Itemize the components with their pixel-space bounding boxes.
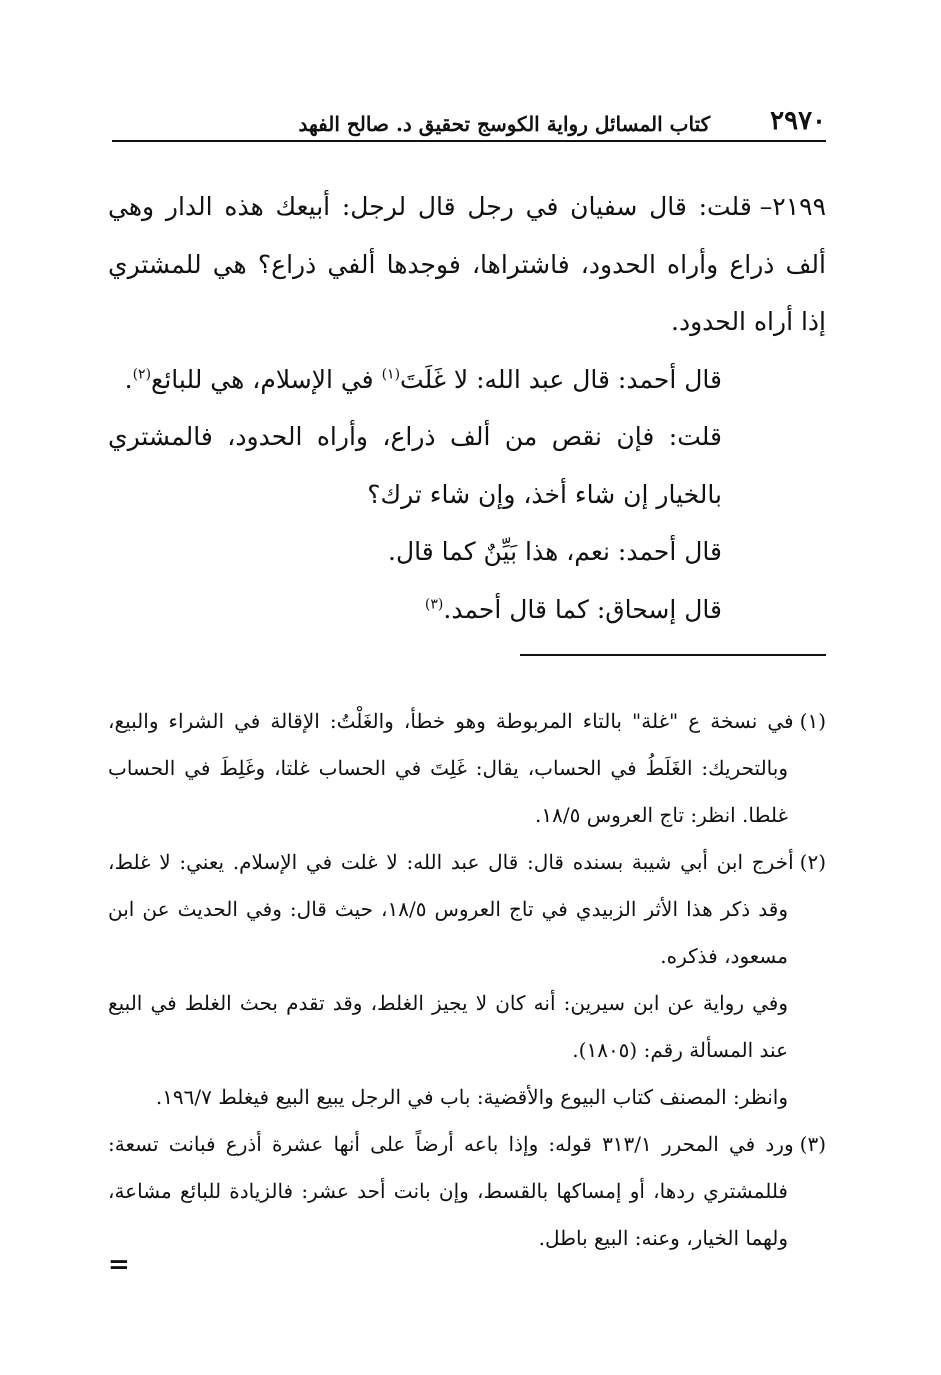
answer-1	[108, 351, 826, 409]
continuation-mark: =	[108, 1250, 130, 1280]
footnote-2	[108, 839, 826, 980]
footnote-2-paragraph-2: وفي رواية عن ابن سيرين: أنه كان لا يجيز الغلط، وقد تقدم بحث الغلط في البيع عند المسألة رقم: (١٨٠٥).	[108, 991, 788, 1062]
footnote-separator	[520, 654, 826, 656]
answer-3-text: قال إسحاق: كما قال أحمد.	[443, 594, 722, 624]
header-rule	[112, 140, 826, 142]
footnote-3-number: (٣)	[799, 1132, 826, 1156]
question-1-text: قلت: قال سفيان في رجل قال لرجل: أبيعك هذه الدار وهي ألف ذراع وأراه الحدود، فاشتراها، فوجدها ألفي ذراع؟ هي للمشتري إذا أراه الحدود.	[108, 192, 826, 336]
running-header	[112, 96, 826, 136]
footnote-ref-1[interactable]: (١)	[381, 366, 401, 383]
running-title: كتاب المسائل رواية الكوسج تحقيق د. صالح الفهد	[298, 112, 711, 136]
answer-1-pre: قال أحمد: قال عبد الله: لا غَلَتَ	[400, 364, 722, 394]
answer-2: قال أحمد: نعم، هذا بَيِّنٌ كما قال.	[388, 537, 722, 566]
question-1	[108, 178, 826, 351]
footnote-2-paragraph-3: وانظر: المصنف كتاب البيوع والأقضية: باب في الرجل يبيع البيع فيغلط ١٩٦/٧.	[155, 1085, 788, 1109]
footnote-3-text: ورد في المحرر ٣١٣/١ قوله: وإذا باعه أرضاً على أنها عشرة أذرع فبانت تسعة: فللمشتري ردها، أو إمساكها بالقسط، وإن بانت أحد عشر: فالزيادة للبائع مشاعة، ولهما الخيار، وعنه: البيع باطل.	[108, 1132, 794, 1250]
answer-1-end: .	[124, 364, 133, 394]
answer-1-mid: في الإسلام، هي للبائع	[151, 364, 382, 394]
question-2: قلت: فإن نقص من ألف ذراع، وأراه الحدود، فالمشتري بالخيار إن شاء أخذ، وإن شاء ترك؟	[108, 422, 722, 509]
footnote-1	[108, 698, 826, 839]
footnote-1-number: (١)	[799, 709, 826, 733]
footnote-2-number: (٢)	[799, 850, 826, 874]
footnote-3	[108, 1121, 826, 1262]
footnote-ref-2[interactable]: (٢)	[132, 366, 152, 383]
answer-3	[108, 581, 826, 639]
footnote-1-text: في نسخة ع "غلة" بالتاء المربوطة وهو خطأ، والغَلْتُ: الإقالة في الشراء والبيع، وبالتحريك: الغَلَطُ في الحساب، يقال: غَلِتَ في الحساب غلتا، وغَلِطَ في الحساب غلطا. انظر: تاج العروس ١٨/٥.	[108, 709, 794, 827]
page-number: ٢٩٧٠	[770, 106, 826, 136]
issue-number: ٢١٩٩–	[759, 192, 826, 221]
footnotes	[108, 698, 826, 1262]
main-text	[108, 178, 826, 638]
footnote-ref-3[interactable]: (٣)	[424, 596, 444, 613]
footnote-2-text: أخرج ابن أبي شيبة بسنده قال: قال عبد الله: لا غلت في الإسلام. يعني: لا غلط، وقد ذكر هذا الأثر الزبيدي في تاج العروس ١٨/٥، حيث قال: وفي الحديث عن ابن مسعود، فذكره.	[108, 850, 794, 968]
